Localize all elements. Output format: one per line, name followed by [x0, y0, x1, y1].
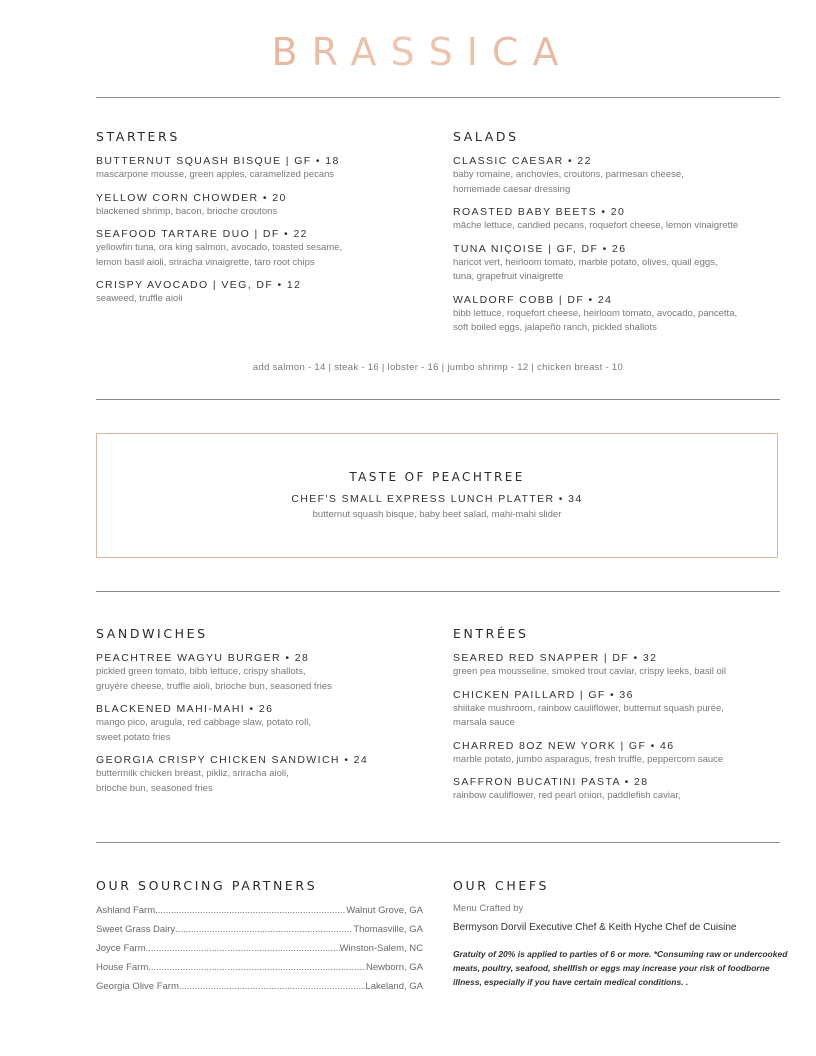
- menu-item: [453, 242, 793, 285]
- menu-item: [453, 739, 793, 768]
- chefs-names: Bermyson Dorvil Executive Chef & Keith Hyche Chef de Cuisine: [453, 922, 737, 933]
- partner-location: Thomasville, GA: [353, 924, 423, 935]
- menu-item: [96, 278, 431, 307]
- gratuity-note: Gratuity of 20% is applied to parties of 6 or more. *Consuming raw or undercooked meats, poultry, seafood, shellfish or eggs may increase your risk of foodborne illness, especially if you have certain medical conditions. .: [453, 949, 788, 987]
- partner-farm: Ashland Farm: [96, 905, 156, 916]
- menu-item-name: CHARRED 8OZ NEW YORK | GF • 46: [453, 739, 675, 752]
- menu-item: [453, 651, 793, 680]
- feature-item-desc: butternut squash bisque, baby beet salad, mahi-mahi slider: [312, 509, 562, 520]
- menu-item-name: CLASSIC CAESAR • 22: [453, 155, 592, 167]
- entrees-section: [453, 626, 793, 812]
- menu-item-name: CHICKEN PAILLARD | GF • 36: [453, 688, 634, 701]
- menu-item: [453, 293, 793, 336]
- divider: [96, 97, 780, 98]
- section-title: ENTRÉES: [453, 626, 529, 641]
- dot-leader: [146, 939, 340, 958]
- menu-item-name: SEARED RED SNAPPER | DF • 32: [453, 652, 658, 664]
- menu-item-desc: pickled green tomato, bibb lettuce, crispy shallots, gruyère cheese, truffle aioli, brioche bun, seasoned fries: [96, 666, 332, 692]
- partner-farm: Georgia Olive Farm: [96, 981, 179, 992]
- partner-location: Winston-Salem, NC: [339, 943, 423, 954]
- salads-section: [453, 129, 793, 344]
- partner-row: [96, 939, 423, 958]
- menu-item-desc: seaweed, truffle aioli: [96, 293, 183, 304]
- divider: [96, 399, 780, 400]
- menu-item-name: BLACKENED MAHI-MAHI • 26: [96, 703, 274, 715]
- menu-item-desc: baby romaine, anchovies, croutons, parmesan cheese, homemade caesar dressing: [453, 169, 684, 195]
- chefs-subtitle: Menu Crafted by: [453, 903, 524, 914]
- add-ons-line: add salmon - 14 | steak - 16 | lobster - 16 | jumbo shrimp - 12 | chicken breast - 10: [252, 362, 624, 373]
- feature-item-name: CHEF'S SMALL EXPRESS LUNCH PLATTER • 34: [291, 493, 583, 505]
- menu-item: [453, 154, 793, 197]
- dot-leader: [175, 920, 353, 939]
- menu-item-desc: marble potato, jumbo asparagus, fresh truffle, peppercorn sauce: [453, 753, 724, 765]
- chefs-section: [453, 878, 788, 989]
- menu-item-desc: bibb lettuce, roquefort cheese, heirloom tomato, avocado, pancetta, soft boiled eggs, jalapeño ranch, pickled shallots: [453, 307, 738, 333]
- divider: [96, 591, 780, 592]
- menu-item-name: YELLOW CORN CHOWDER • 20: [96, 191, 287, 204]
- section-title: OUR CHEFS: [453, 878, 549, 893]
- partner-location: Walnut Grove, GA: [346, 905, 423, 916]
- menu-item-desc: haricot vert, heirloom tomato, marble potato, olives, quail eggs, tuna, grapefruit vinaigrette: [453, 256, 718, 282]
- menu-item-name: TUNA NIÇOISE | GF, DF • 26: [453, 242, 627, 255]
- partner-row: [96, 901, 423, 920]
- feature-title: TASTE OF PEACHTREE: [349, 470, 525, 484]
- feature-box: [96, 433, 778, 558]
- partner-row: [96, 958, 423, 977]
- menu-item-desc: yellowfin tuna, ora king salmon, avocado, toasted sesame, lemon basil aioli, sriracha vinaigrette, taro root chips: [96, 242, 343, 268]
- menu-item-name: ROASTED BABY BEETS • 20: [453, 206, 626, 218]
- menu-item: [453, 205, 793, 234]
- partner-row: [96, 920, 423, 939]
- menu-item-desc: mâche lettuce, candied pecans, roquefort cheese, lemon vinaigrette: [453, 220, 739, 231]
- menu-item-name: PEACHTREE WAGYU BURGER • 28: [96, 652, 310, 664]
- dot-leader: [148, 958, 366, 977]
- section-title: OUR SOURCING PARTNERS: [96, 878, 318, 893]
- sourcing-section: [96, 878, 431, 996]
- menu-item-desc: shiitake mushroom, rainbow cauliflower, butternut squash purée, marsala sauce: [453, 702, 724, 728]
- menu-item-name: SEAFOOD TARTARE DUO | DF • 22: [96, 228, 308, 240]
- menu-item-name: SAFFRON BUCATINI PASTA • 28: [453, 776, 649, 788]
- menu-item-desc: green pea mousseline, smoked trout caviar, crispy leeks, basil oil: [453, 666, 726, 677]
- menu-item-desc: mascarpone mousse, green apples, caramelized pecans: [96, 169, 335, 180]
- partner-farm: Joyce Farm: [96, 943, 146, 954]
- menu-item-name: BUTTERNUT SQUASH BISQUE | GF • 18: [96, 155, 340, 167]
- menu-item-desc: rainbow cauliflower, red pearl onion, paddlefish caviar,: [453, 790, 681, 801]
- menu-item: [96, 227, 431, 270]
- menu-item-desc: mango pico, arugula, red cabbage slaw, potato roll, sweet potato fries: [96, 717, 311, 743]
- menu-item-name: GEORGIA CRISPY CHICKEN SANDWICH • 24: [96, 754, 369, 766]
- menu-item: [96, 753, 431, 796]
- section-title: STARTERS: [96, 129, 180, 144]
- restaurant-logo: BRASSICA: [0, 30, 816, 74]
- sandwiches-section: [96, 626, 431, 804]
- menu-item-desc: buttermilk chicken breast, pikliz, sriracha aioli, brioche bun, seasoned fries: [96, 768, 289, 794]
- menu-item: [96, 191, 431, 220]
- menu-item-desc: blackened shrimp, bacon, brioche croutons: [96, 205, 278, 217]
- menu-item-name: WALDORF COBB | DF • 24: [453, 293, 613, 306]
- menu-item: [96, 154, 431, 183]
- section-title: SANDWICHES: [96, 626, 208, 641]
- dot-leader: [155, 901, 346, 920]
- menu-item-name: CRISPY AVOCADO | VEG, DF • 12: [96, 279, 302, 291]
- dot-leader: [179, 977, 366, 996]
- menu-item: [453, 775, 793, 804]
- partner-farm: House Farm: [96, 962, 149, 973]
- divider: [96, 842, 780, 843]
- section-title: SALADS: [453, 129, 519, 144]
- starters-section: [96, 129, 431, 315]
- menu-item: [453, 688, 793, 731]
- menu-item: [96, 651, 431, 694]
- partner-location: Lakeland, GA: [365, 981, 423, 992]
- partner-location: Newborn, GA: [365, 962, 423, 973]
- menu-item: [96, 702, 431, 745]
- partner-farm: Sweet Grass Dairy: [96, 924, 176, 935]
- partner-row: [96, 977, 423, 996]
